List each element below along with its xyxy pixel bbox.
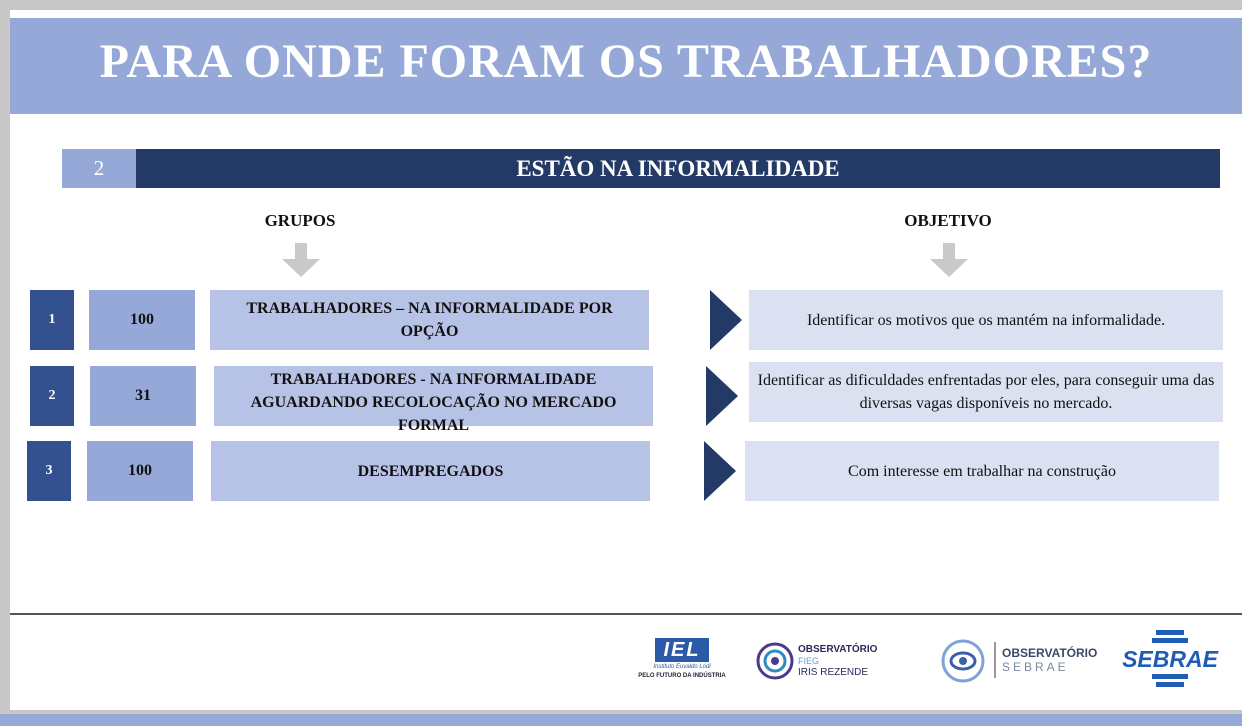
iel-tagline: PELO FUTURO DA INDÚSTRIA xyxy=(638,673,726,679)
row-number: 1 xyxy=(30,290,74,350)
sebrae-bar xyxy=(1156,682,1184,687)
row-group: TRABALHADORES - NA INFORMALIDADE AGUARDANDO RECOLOCAÇÃO NO MERCADO FORMAL xyxy=(214,366,653,426)
footer-divider xyxy=(10,613,1242,615)
iel-logo xyxy=(632,638,732,679)
row-value: 100 xyxy=(89,290,195,350)
row-objective: Identificar os motivos que os mantém na informalidade. xyxy=(749,290,1223,350)
eye-icon xyxy=(940,638,986,684)
sebrae-mark: SEBRAE xyxy=(1122,646,1218,672)
fieg-line3: IRIS REZENDE xyxy=(798,667,869,678)
row-value: 100 xyxy=(87,441,193,501)
section-number: 2 xyxy=(62,149,136,188)
fieg-line1: OBSERVATÓRIO xyxy=(798,644,878,655)
row-number: 2 xyxy=(30,366,74,426)
sebrae-bar xyxy=(1156,630,1184,635)
logo-divider xyxy=(994,642,996,678)
eye-icon xyxy=(756,642,794,680)
chevron-right-icon xyxy=(706,366,738,426)
observatorio-fieg-logo xyxy=(756,640,906,684)
sebrae-obs-line1: OBSERVATÓRIO xyxy=(1002,646,1098,660)
row-objective: Identificar as dificuldades enfrentadas por eles, para conseguir uma das diversas vagas disponíveis no mercado. xyxy=(749,362,1223,422)
row-number: 3 xyxy=(27,441,71,501)
fieg-line2: FIEG xyxy=(798,656,820,666)
down-arrow-icon xyxy=(930,243,968,277)
bottom-band xyxy=(0,714,1242,726)
observatorio-sebrae-logo xyxy=(940,638,1100,684)
chevron-right-icon xyxy=(704,441,736,501)
sebrae-logo xyxy=(1118,630,1222,690)
section-title: ESTÃO NA INFORMALIDADE xyxy=(136,149,1220,188)
iel-subtitle: Instituto Euvaldo Lodi xyxy=(653,664,711,670)
down-arrow-icon xyxy=(282,243,320,277)
screen-edge xyxy=(0,0,10,726)
slide xyxy=(10,10,1242,710)
row-objective: Com interesse em trabalhar na construção xyxy=(745,441,1219,501)
chevron-right-icon xyxy=(710,290,742,350)
slide-title: PARA ONDE FORAM OS TRABALHADORES? xyxy=(99,35,1153,88)
groups-header: GRUPOS xyxy=(264,211,336,230)
objective-header: OBJETIVO xyxy=(904,211,992,230)
sebrae-bar xyxy=(1152,674,1188,679)
row-group: DESEMPREGADOS xyxy=(211,441,650,501)
row-group: TRABALHADORES – NA INFORMALIDADE POR OPÇÃO xyxy=(210,290,649,350)
iel-mark: IEL xyxy=(655,638,708,662)
sebrae-bar xyxy=(1152,638,1188,643)
sebrae-obs-line2: SEBRAE xyxy=(1002,660,1069,674)
row-value: 31 xyxy=(90,366,196,426)
